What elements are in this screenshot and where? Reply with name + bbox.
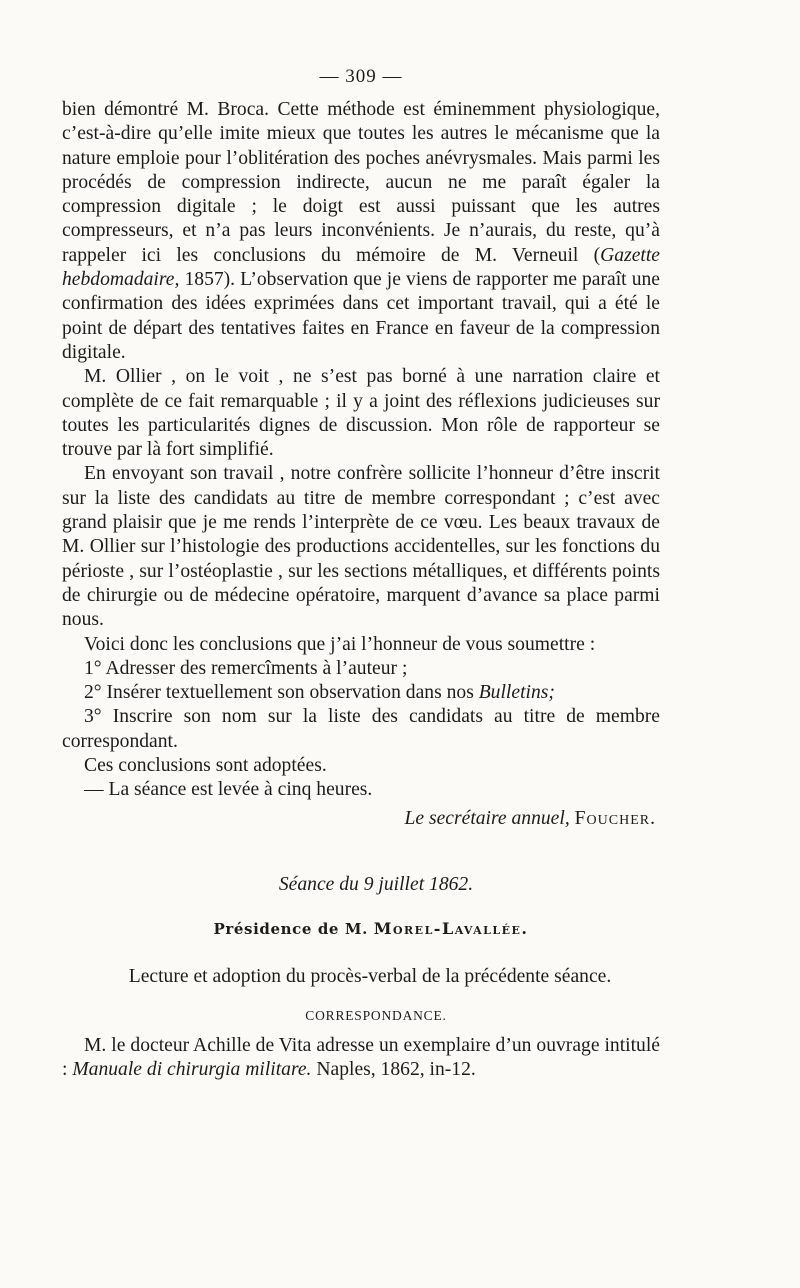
paragraph-broca [62, 98, 660, 365]
paragraph-adjourned: — La séance est levée à cinq heures. [84, 779, 373, 801]
signature [62, 807, 660, 831]
paragraph-conclusions-intro: Voici donc les conclusions que j’ai l’honneur de vous soumettre : [84, 633, 596, 655]
presidency-heading [62, 919, 660, 938]
journal-title: Gazette hebdomadaire, [62, 244, 660, 291]
conclusion-item-2 [62, 681, 660, 705]
paragraph-adopted: Ces conclusions sont adoptées. [84, 755, 327, 777]
signature-role: Le secrétaire annuel, [404, 807, 570, 829]
paragraph-ollier: M. Ollier , on le voit , ne s’est pas borné à une narration claire et complète de ce fait remarquable ; il y a joint des réflexions judicieuses sur toutes les particularités dignes de discussion. Mon rôle de rapporteur se trouve par là fort simplifié. [62, 366, 660, 461]
correspondance-heading: CORRESPONDANCE. [305, 1007, 447, 1023]
page-number: — 309 — [319, 66, 403, 87]
conclusion-item-1: 1° Adresser des remercîments à l’auteur ; [84, 657, 408, 679]
bulletins-title: Bulletins; [478, 682, 555, 704]
paragraph-text: bien démontré M. Broca. Cette méthode est éminemment physiologique, c’est-à-dire qu’elle imite mieux que toutes les autres le mécanisme que la nature emploie pour l’oblitération des poches anévrysmales. Mais parmi les procédés de compression indirecte, aucun ne me paraît égaler la compression digitale ; le doigt est aussi puissant que les autres compresseurs, et n’a pas leurs inconvénients. Je n’aurais, du reste, qu’à rappeler ici les conclusions du mémoire de M. Verneuil ( [62, 99, 660, 266]
conclusion-item-3: 3° Inscrire son nom sur la liste des candidats au titre de membre correspondant. [62, 706, 660, 752]
session-title: Séance du 9 juillet 1862. [278, 873, 474, 895]
conclusion-text: 2° Insérer textuellement son observation dans nos [84, 682, 479, 704]
paragraph-candidacy: En envoyant son travail , notre confrère sollicite l’honneur d’être inscrit sur la liste des candidats au titre de membre correspondant ; c’est avec grand plaisir que je me rends l’interprète de ce vœu. Les beaux travaux de M. Ollier sur l’histologie des productions accidentelles, sur les fonctions du périoste , sur l’ostéoplastie , sur les sections métalliques, et différents points de chirurgie ou de médecine opératoire, marquent d’avance sa place parmi nous. [62, 463, 660, 631]
signature-name: Foucher. [574, 807, 656, 829]
paragraph-text: Naples, 1862, in-12. [311, 1059, 476, 1081]
paragraph-text: M. le docteur Achille de Vita adresse un exemplaire d’un ouvrage intitulé : [62, 1034, 660, 1081]
book-title: Manuale di chirurgia militare. [72, 1059, 312, 1081]
minutes-adoption: Lecture et adoption du procès-verbal de la précédente séance. [128, 965, 612, 987]
paragraph-correspondance [62, 1034, 660, 1083]
presidency-label: Présidence de M. [213, 919, 368, 938]
presidency-name: Morel-Lavallée. [373, 918, 529, 938]
paragraph-text: 1857). L’observation que je viens de rapporter me paraît une confirmation des idées exprimées dans cet important travail, qui a été le point de départ des tentatives faites en France en faveur de la compression digitale. [62, 269, 660, 363]
